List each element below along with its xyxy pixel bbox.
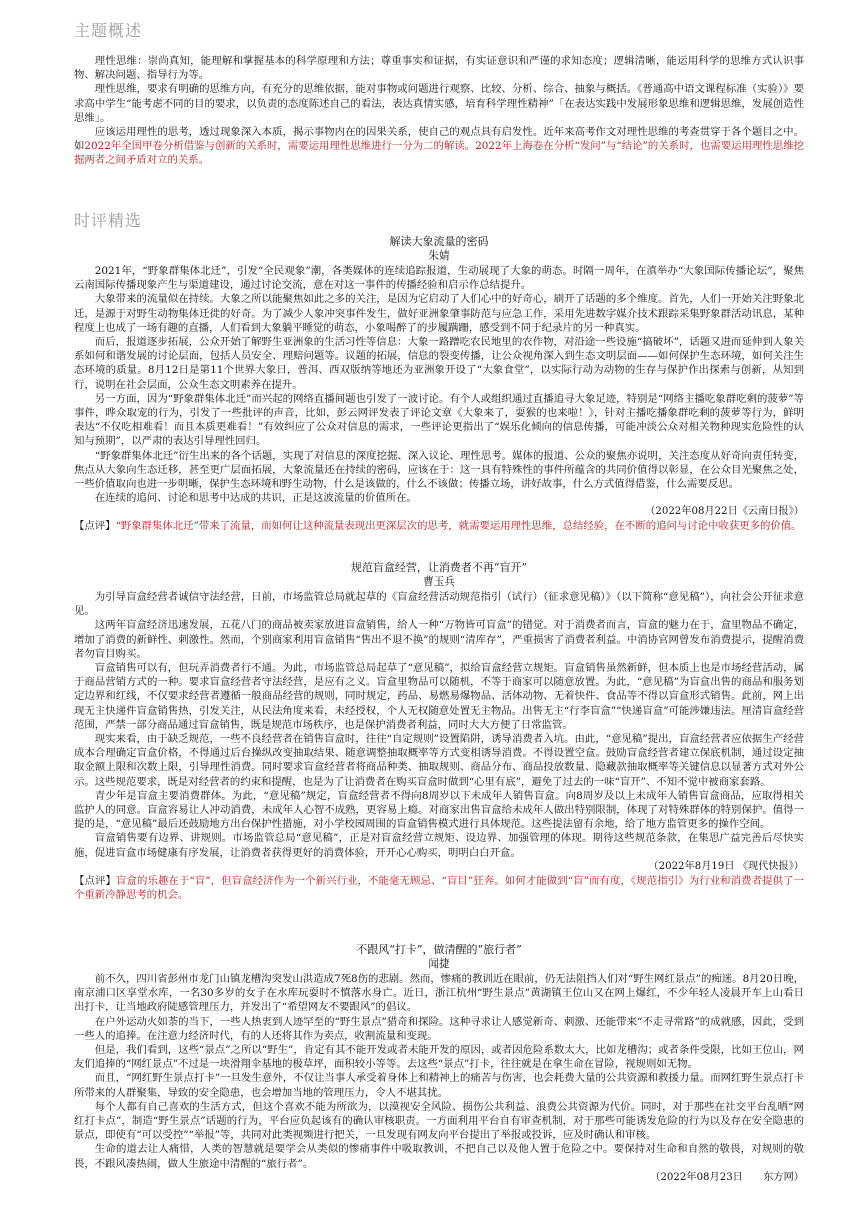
article-author: 朱婧 — [428, 250, 450, 262]
article-blindbox — [74, 560, 804, 902]
article-paragraph: 青少年是盲盒主要消费群体。为此，“意见稿”规定，盲盒经营者不得向8周岁以下未成年人销售盲盒。向8周岁及以上未成年人销售盲盒商品，应取得相关监护人的同意。盲盒容易让人冲动消费，未成年人心智不成熟，更容易上瘾。对商家出售盲盒给未成年人做出特别限制，体现了对特殊群体的特别保护。值得一提的是，“意见稿”最后还鼓励地方出台保护性措施，对小学校园周围的盲盒销售模式进行具体规范。这些提法留有余地，给了地方监管更多的操作空间。 — [74, 789, 804, 831]
article-paragraph: 每个人都有自己喜欢的生活方式，但这个喜欢不能为所欲为，以漠视安全风险、损伤公共利益、浪费公共资源为代价。同时，对于那些在社交平台乱晒“网红打卡点”，制造“野生景点”话题的行为，平台应负起该有的确认审核职责。一方面利用平台自有审查机制，对于那些可能诱发危险的行为以及存在安全隐患的景点，即使有“可以受控”“举报”等，共同对此类视频进行把关，一旦发现有网友向平台提出了举报或投诉，应及时确认和审核。 — [74, 1100, 804, 1142]
overview-highlight: 2022年全国甲卷分析借鉴与创新的关系时，需要运用理性思维进行一分为二的解读。2022年上海卷在分析“发问”与“结论”的关系时，也需要运用理性思维挖掘两者之间矛盾对立的关系。 — [74, 140, 805, 167]
comment-text: 盲盒的乐趣在于“盲”，但盲盒经济作为一个新兴行业，不能毫无顾忌、“盲目”狂奔。如何才能做到“盲”而有度，《规范指引》为行业和消费者提供了一个重新冷静思考的机会。 — [74, 874, 805, 902]
comment-text: “野象群集体北迁”带来了流量，而如何让这种流量表现出更深层次的思考，就需要运用理性思维，总结经验，在不断的追问与讨论中收获更多的价值。 — [115, 520, 802, 533]
section-heading-overview: 主题概述 — [74, 21, 143, 40]
article-author: 曹玉兵 — [423, 576, 455, 588]
article-comment — [74, 874, 804, 902]
article-paragraph: “野象群集体北迁”衍生出来的各个话题，实现了对信息的深度挖掘、深入议论、理性思考。媒体的报道、公众的聚焦亦说明，关注态度从好奇向责任转变，焦点从大象向生态迁移，甚至更广层面拓展，大象流量还在持续的密码，应该在于：这一具有特殊性的事件所蕴含的共同价值得以彰显，在公众目光聚焦之处，一些价值取向也进一步明晰，保护生态环境和野生动物，什么是该做的，什么不该做；传播立场，讲好故事，什么方式值得借鉴，什么需要反思。 — [74, 449, 804, 491]
overview-paragraph: 理性思维：崇尚真知，能理解和掌握基本的科学原理和方法；尊重事实和证据，有实证意识和严谨的求知态度；逻辑清晰，能运用科学的思维方式认识事物、解决问题、指导行为等。 — [74, 55, 804, 82]
overview-paragraph — [74, 125, 804, 168]
article-title: 不跟风“打卡”，做清醒的“旅行者” — [356, 943, 522, 956]
article-paragraph: 这两年盲盒经济迅速发展，五花八门的商品被卖家放进盲盒销售，给人一种“万物皆可盲盒”的错觉。对于消费者而言，盲盒的魅力在于，盒里物品不确定，增加了消费的新鲜性、刺激性。然而，个别商家利用盲盒销售“售出不退不换”的规则“清库存”，严重损害了消费者利益。中消协官网曾发布消费提示，提醒消费者勿盲目购买。 — [74, 619, 804, 660]
article-comment — [74, 519, 804, 533]
article-paragraph: 另一方面，因为“野象群集体北迁”而兴起的网络直播间题也引发了一波讨论。有个人或组织通过直播追寻大象足迹，特别是“网络主播吃象群吃剩的菠萝”等事件，晔众取宠的行为，引发了一些批评的声音，比如，彭云网评发表了评论文章《大象来了，耍猴的也来啦！》，针对主播吃播象群吃剩的菠萝等行为，鲜明表达“不仅吃相难看！而且本质更难看！”有效纠应了公众对信息的需求，一些评论更指出了“娱乐化倾向的信息传播，可能冲淡公众对相关物种现实危险性的认知与预期”，以严肃的表达引导理性回归。 — [74, 392, 804, 448]
overview-body — [74, 54, 804, 168]
overview-paragraph-text: 应该运用理性的思考，透过现象深入本质，揭示事物内在的因果关系，使自己的观点具有启发性。近年来高考作文对理性思维的考查贯穿于各个题目之中。如 — [74, 126, 804, 153]
article-paragraph: 2021年，“野象群集体北迁”，引发“全民观象”潮，各类媒体的连续追踪报道，生动展现了大象的萌态。时隔一周年，在滇举办“大象国际传播论坛”，聚焦云南国际传播现象产生与渠道建设，通过讨论交流，意在对这一事件的传播经验和启示作总结提升。 — [74, 265, 804, 292]
section-heading-commentary: 时评精选 — [74, 211, 143, 230]
article-paragraph: 为引导盲盒经营者诚信守法经营，日前，市场监管总局就起草的《盲盒经营活动规范指引（试行）（征求意见稿）》（以下简称“意见稿”），向社会公开征求意见。 — [74, 591, 804, 618]
article-travel — [74, 942, 804, 1185]
article-paragraph: 在连续的追问、讨论和思考中达成的共识，正是这波流量的价值所在。 — [94, 492, 417, 505]
article-elephant — [74, 234, 804, 534]
article-paragraph: 但是，我们看到，这些“景点”之所以“野生”，肯定有其不能开发或者未能开发的原因，或者因危险系数太大，比如龙槽沟；或者条件受限，比如王位山，网友们追捧的“网红景点”不过是一块滑翔伞基地的极草坪，面积较小等等。去这些“景点”打卡，往往就是在拿生命在冒险，视规则如无物。 — [74, 1044, 804, 1071]
article-paragraph: 前不久，四川省彭州市龙门山镇龙槽沟突发山洪造成7死8伤的悲剧。然而，惨痛的教训近在眼前，仍无法阻挡人们对“野生网红景点”的痴迷。8月20日晚，南京浦口区享堂水库，一名30多岁的女子在水库玩耍时不慎落水身亡。近日，浙江杭州“野生景点”黄湖镇王位山又在网上爆红，不少年轻人凌晨开车上山看日出打卡，让当地政府陡感管理压力，并发出了“希望网友不要跟风”的倡议。 — [74, 973, 804, 1014]
article-paragraph: 盲盒销售要有边界、讲规则。市场监管总局“意见稿”，正是对盲盒经营立规矩、设边界、加强管理的体现。期待这些规范条款，在集思广益完善后尽快实施，促进盲盒市场健康有序发展，让消费者获得更好的消费体验，开开心心购买，明明白白开盒。 — [74, 832, 804, 859]
article-source: （2022年8月19日 《现代快报》） — [648, 860, 804, 872]
article-paragraph: 大象带来的流量似在持续。大象之所以能聚焦如此之多的关注，是因为它启动了人们心中的好奇心，刷开了话题的多个维度。首先，人们一开始关注野象北迁，是源于对野生动物集体迁徙的好奇。为了减少人象冲突事件发生，做好亚洲象肇事防范与应急工作，采用先进数字媒介技术跟踪采集野象群活动讯息，某种程度上也成了一场有趣的直播，人们看到大象躺平睡觉的萌态，小象喝醉了的步履蹒跚，感受到不同于纪录片的另一种真实。 — [74, 293, 804, 334]
article-paragraph: 而且，“网红野生景点打卡”一旦发生意外，不仅让当事人承受着身体上和精神上的痛苦与伤害，也会耗费大量的公共资源和救援力量。而网红野生景点打卡所带来的人群聚集，导致的安全隐患，也会增加当地的管理压力，令人不堪其扰。 — [74, 1072, 804, 1099]
article-paragraph: 生命的道去让人痛惜，人类的智慧就是要学会从类似的惨痛事件中吸取教训，不把自己以及他人置于危险之中。要保持对生命和自然的敬畏，对规则的敬畏，不跟风凑热闹，做人生旅途中清醒的“旅行者”。 — [74, 1143, 804, 1170]
comment-tag: 【点评】 — [74, 874, 116, 887]
article-source: （2022年08月22日《云南日报》） — [645, 506, 804, 518]
article-paragraph: 而后，报道逐步拓展，公众开始了解野生亚洲象的生活习性等信息：大象一路蹭吃农民地里的农作物，对沿途一些设施“搞破坏”，话题又进而延伸到人象关系如何和谐发展的讨论层面，包括人员安全、理赔问题等。议题的拓展，信息的裂变传播，让公众视角深入到生态文明层面——如何保护生态环境，如何关注生态环境的质量。8月12日是第11个世界大象日，普洱、西双版纳等地还为亚洲象开设了“大象食堂”，以实际行动为动物的生存与保护作出探索与创新，从知到行，说明在社会层面，公众生态文明素养在提升。 — [74, 336, 804, 391]
article-title: 解读大象流量的密码 — [389, 235, 489, 248]
overview-paragraph: 理性思维，要求有明确的思维方向，有充分的思维依据，能对事物或问题进行观察、比较、分析、综合、抽象与概括。《普通高中语文课程标准（实验）》要求高中学生“能考虑不同的目的要求，以负责的态度陈述自己的看法，表达真情实感，培育科学理性精神”「在表达实践中发展形象思维和逻辑思维，发展创造性思维」。 — [74, 83, 804, 124]
article-title: 规范盲盒经营，让消费者不再“盲开” — [350, 561, 528, 574]
article-paragraph: 在户外运动火如荼的当下，一些人热衷到人迹罕至的“野生景点”猎奇和探险。这种寻求让人感觉新奇、刺激、还能带来“不走寻常路”的成就感，因此，受到一些人的追捧。在注意力经济时代，有的人还将其作为卖点，收割流量和变现。 — [74, 1015, 804, 1042]
article-source: （2022年08月23日 东方网） — [650, 1171, 804, 1183]
comment-tag: 【点评】 — [74, 520, 116, 533]
article-author: 闻捷 — [428, 958, 450, 970]
article-paragraph: 现实来看，由于缺乏规范，一些不良经营者在销售盲盒时，往往“自定规则”设置陷阱，诱导消费者入坑。由此，“意见稿”提出，盲盒经营者应依据生产经营成本合理确定盲盒价格，不得通过后台操纵改变抽取结果、随意调整抽取概率等方式变相诱导消费。不得设置空盒。鼓励盲盒经营者建立保底机制，通过设定抽取金额上限和次数上限，引导理性消费。同时要求盲盒经营者将商品种类、抽取规则、商品分布、商品投放数量、隐藏款抽取概率等关键信息以显著方式对外公示。这些规范要求，既是对经营者的约束和提醒，也是为了让消费者在购买盲盒时做到“心里有底”，避免了过去的一味“盲开”、不知不觉中被商家套路。 — [74, 733, 804, 788]
article-paragraph: 盲盒销售可以有，但玩弄消费者行不通。为此，市场监管总局起草了“意见稿”，拟给盲盒经营立规矩。盲盒销售虽然新鲜，但本质上也是市场经营活动，属于商品营销方式的一种。要求盲盒经营者守法经营，是应有之义。盲盒里物品可以随机，不等于商家可以随意放置。为此，“意见稿”为盲盒出售的商品和服务划定边界和红线，不仅要求经营者遵循一般商品经营的规则，同时规定，药品、易燃易爆物品、活体动物、无着快件、食品等不得以盲盒形式销售。此前，网上出现无主快递件盲盒销售热，引发关注，从民法角度来看，未经授权，个人无权随意处置无主物品。出售无主“行李盲盒”“快递盲盒”可能涉嫌违法。厘清盲盒经营范围，严禁一部分商品通过盲盒销售，既是规范市场秩序，也是保护消费者利益，同时大大方便了日常监管。 — [74, 662, 804, 731]
